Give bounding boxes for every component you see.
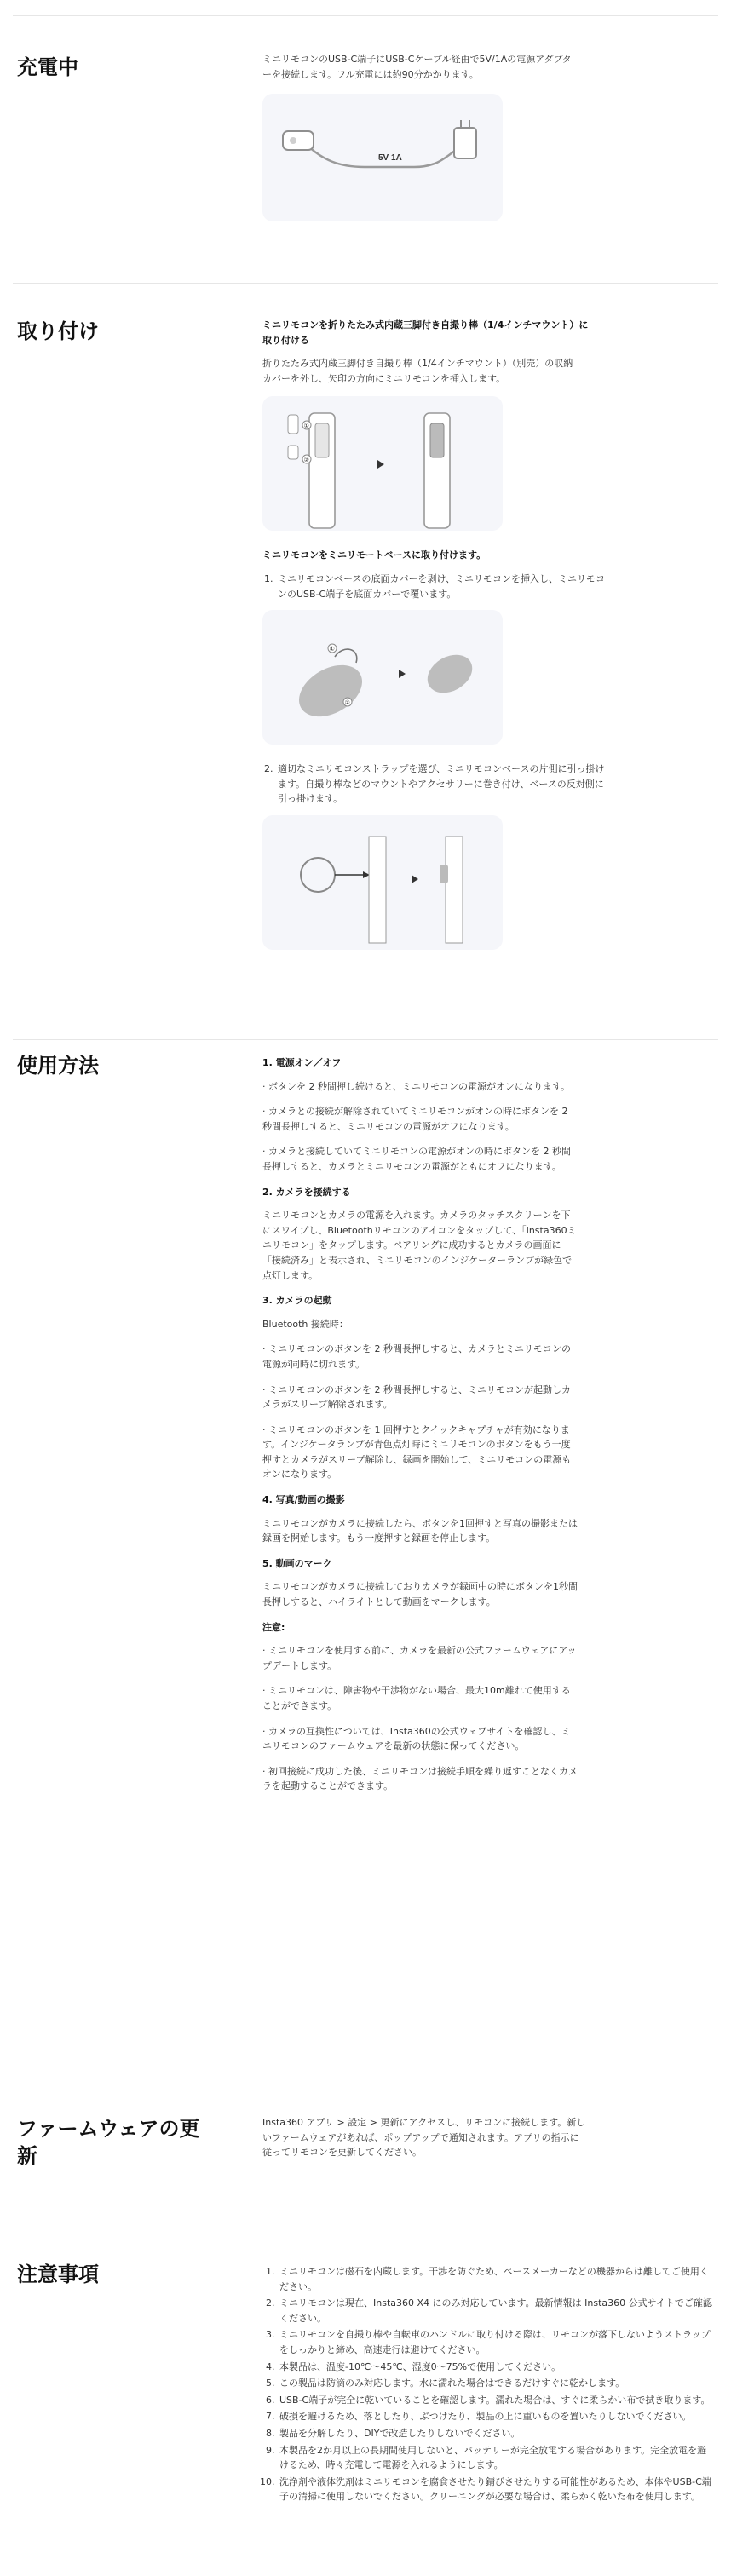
remote-base-illustration	[262, 610, 503, 745]
mounting-step-1: 1. ミニリモコンベースの底面カバーを剥け、ミニリモコンを挿入し、ミニリモコンのUSB-C端子を底面カバーで覆います。	[276, 572, 608, 601]
mounting-illustration-3	[262, 815, 503, 950]
usage-s3-title: 3. カメラの起動	[262, 1295, 332, 1307]
usage-note-3: · カメラの互換性については、Insta360の公式ウェブサイトを確認し、ミニリモコンのファームウェアを最新の状態に保ってください。	[262, 1725, 571, 1752]
charging-content	[262, 52, 603, 239]
illus2-marker-1: ①	[329, 646, 335, 653]
firmware-title: ファームウェアの更新	[17, 2117, 200, 2169]
usage-s2-body: ミニリモコンとカメラの電源を入れます。カメラのタッチスクリーンを下にスワイプし、Bluetoothリモコンのアイコンをタップして、「Insta360ミニリモコン」をタップします。ペアリングに成功するとカメラの画面に「接続済み」と表示され、ミニリモコンのインジケーターランプが緑色で点灯します。	[262, 1210, 577, 1281]
usage-content	[262, 1055, 603, 1804]
caution-item: 8. 製品を分解したり、DIYで改造したりしないでください。	[278, 2426, 714, 2441]
caution-item: 6. USB-C端子が完全に乾いていることを確認します。濡れた場合は、すぐに柔らかい布で拭き取ります。	[278, 2393, 714, 2408]
usage-s2-title: 2. カメラを接続する	[262, 1186, 351, 1198]
mounting-steps	[262, 572, 608, 601]
mounting-steps-cont	[262, 762, 608, 807]
caution-item: 2. ミニリモコンは現在、Insta360 X4 にのみ対応しています。最新情報は Insta360 公式サイトでご確認ください。	[278, 2296, 714, 2326]
mounting-illustration-1	[262, 396, 503, 531]
usage-s5-title: 5. 動画のマーク	[262, 1557, 332, 1569]
adapter-label: 5V 1A	[378, 153, 402, 164]
usage-s3-item-2: · ミニリモコンのボタンを 2 秒間長押しすると、ミニリモコンが起動しカメラがスリープ解除されます。	[262, 1383, 571, 1411]
usage-s1-item-2: · カメラとの接続が解除されていてミニリモコンがオンの時にボタンを 2 秒間長押しすると、ミニリモコンの電源がオフになります。	[262, 1106, 568, 1132]
firmware-section	[13, 2079, 718, 2250]
mounting-section	[13, 283, 718, 1040]
usage-s3-lead: Bluetooth 接続時：	[262, 1318, 348, 1330]
charging-body: ミニリモコンのUSB-C端子にUSB-Cケーブル経由で5V/1Aの電源アダプターを接続します。フル充電には約90分かかります。	[262, 54, 572, 80]
usage-s1-item-3: · カメラと接続していてミニリモコンの電源がオンの時にボタンを 2 秒間長押しすると、カメラとミニリモコンの電源がともにオフになります。	[262, 1146, 571, 1172]
mounting-content	[262, 318, 606, 967]
firmware-body: Insta360 アプリ > 設定 > 更新にアクセスし、リモコンに接続します。新しいファームウェアがあれば、ポップアップで通知されます。アプリの指示に従ってリモコンを更新してください。	[262, 2117, 586, 2159]
usage-s4-title: 4. 写真/動画の撮影	[262, 1494, 345, 1506]
charging-illustration	[262, 94, 503, 221]
cautions-content	[262, 2264, 714, 2513]
usage-title: 使用方法	[17, 1054, 99, 1078]
usage-s1-title: 1. 電源オン／オフ	[262, 1057, 342, 1068]
caution-item: 9. 本製品を2か月以上の長期間使用しないと、バッテリーが完全放電する場合があります。完全放電を避けるため、時々充電して電源を入れるようにします。	[278, 2443, 714, 2473]
charging-title: 充電中	[17, 55, 78, 79]
cautions-list	[262, 2264, 714, 2504]
illus2-marker-2: ②	[344, 699, 350, 707]
caution-item: 3. ミニリモコンを自撮り棒や自転車のハンドルに取り付ける際は、リモコンが落下しないようストラップをしっかりと締め、高速走行は避けてください。	[278, 2327, 714, 2357]
mounting-sub1-body: 折りたたみ式内蔵三脚付き自撮り棒（1/4インチマウント）（別売）の収納カバーを外し、矢印の方向にミニリモコンを挿入します。	[262, 358, 573, 384]
cautions-title: 注意事項	[17, 2263, 99, 2286]
mounting-title: 取り付け	[17, 319, 99, 343]
mounting-sub1: ミニリモコンを折りたたみ式内蔵三脚付き自撮り棒（1/4インチマウント）に取り付ける	[262, 319, 589, 346]
caution-item: 4. 本製品は、温度-10℃〜45℃、湿度0〜75%で使用してください。	[278, 2360, 714, 2375]
usage-note-1: · ミニリモコンを使用する前に、カメラを最新の公式ファームウェアにアップデートします。	[262, 1645, 577, 1671]
usage-s5-body: ミニリモコンがカメラに接続しておりカメラが録画中の時にボタンを1秒間長押しすると、ハイライトとして動画をマークします。	[262, 1581, 578, 1608]
illus1-marker-1: ①	[303, 423, 309, 430]
usage-notes-title: 注意:	[262, 1621, 285, 1633]
caution-item: 5. この製品は防滴のみ対応します。水に濡れた場合はできるだけすぐに乾かします。	[278, 2376, 714, 2391]
mounting-sub2: ミニリモコンをミニリモートベースに取り付けます。	[262, 549, 486, 561]
charging-section	[13, 15, 718, 284]
charging-cable-illustration	[262, 94, 503, 221]
caution-item: 10. 洗浄剤や液体洗剤はミニリモコンを腐食させたり錆びさせたりする可能性があるため、本体やUSB-C端子の清掃に使用しないでください。クリーニングが必要な場合は、柔らかく乾いた布を使用します。	[278, 2475, 714, 2504]
strap-illustration	[262, 815, 503, 950]
mounting-illustration-2	[262, 610, 503, 745]
selfie-stick-mount-illustration	[262, 396, 503, 531]
illus1-marker-2: ②	[303, 457, 309, 464]
firmware-content	[262, 2115, 603, 2171]
caution-item: 7. 破損を避けるため、落としたり、ぶつけたり、製品の上に重いものを置いたりしないでください。	[278, 2409, 714, 2424]
usage-s4-body: ミニリモコンがカメラに接続したら、ボタンを1回押すと写真の撮影または録画を開始します。もう一度押すと録画を停止します。	[262, 1517, 578, 1544]
usage-note-4: · 初回接続に成功した後、ミニリモコンは接続手順を繰り返すことなくカメラを起動することができます。	[262, 1765, 578, 1792]
usage-s1-item-1: · ボタンを 2 秒間押し続けると、ミニリモコンの電源がオンになります。	[262, 1080, 571, 1092]
cautions-section	[13, 2249, 718, 2576]
usage-s3-item-1: · ミニリモコンのボタンを 2 秒間長押しすると、カメラとミニリモコンの電源が同時に切れます。	[262, 1343, 571, 1370]
usage-note-2: · ミニリモコンは、障害物や干渉物がない場合、最大10m離れて使用することができます。	[262, 1685, 571, 1711]
mounting-step-2: 2. 適切なミニリモコンストラップを選び、ミニリモコンベースの片側に引っ掛けます。自撮り棒などのマウントやアクセサリーに巻き付け、ベースの反対側に引っ掛けます。	[276, 762, 608, 807]
usage-s3-item-3: · ミニリモコンのボタンを 1 回押すとクイックキャプチャが有効になります。インジケータランプが青色点灯時にミニリモコンのボタンをもう一度押すとカメラがスリープ解除し、録画を開始して、ミニリモコンの電源もオンになります。	[262, 1423, 572, 1481]
caution-item: 1. ミニリモコンは磁石を内蔵します。干渉を防ぐため、ペースメーカーなどの機器からは離してご使用ください。	[278, 2264, 714, 2294]
usage-section	[13, 1039, 718, 2079]
